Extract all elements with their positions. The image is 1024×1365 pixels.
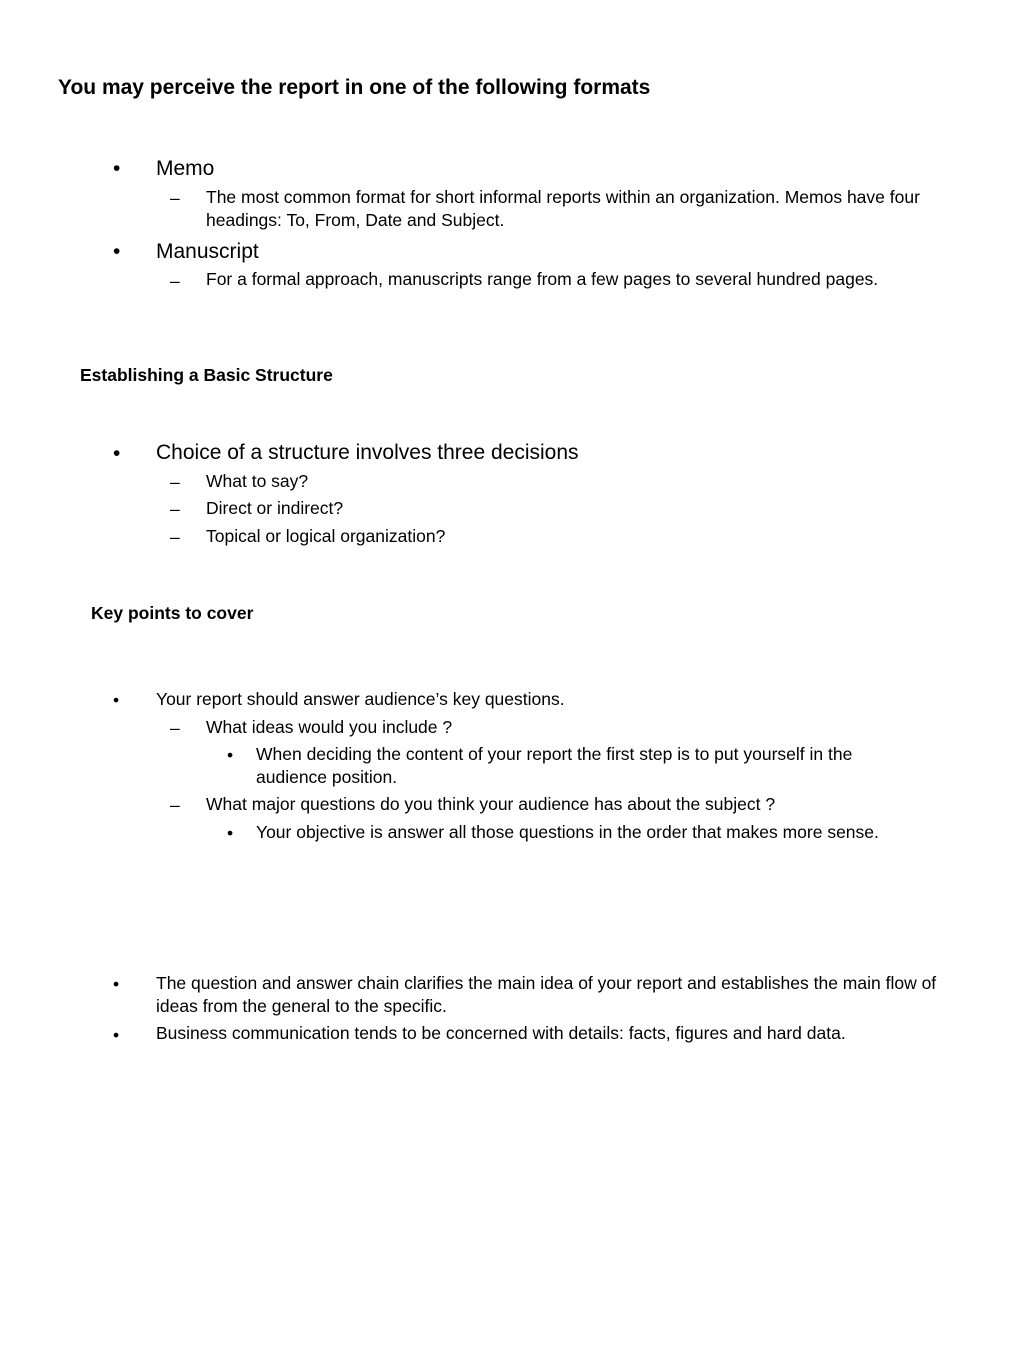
dash-marker: – <box>170 499 180 519</box>
dash-marker: – <box>170 271 180 291</box>
dash-marker: – <box>170 188 180 208</box>
memo-label: Memo <box>156 157 215 180</box>
dash-marker: – <box>170 527 180 547</box>
manuscript-description: For a formal approach, manuscripts range from a few pages to several hundred pages. <box>206 269 879 289</box>
question-item: What major questions do you think your audience has about the subject ? <box>206 794 776 814</box>
closing-paragraph: Business communication tends to be concerned with details: facts, figures and hard data. <box>156 1023 846 1043</box>
structure-bullet: Choice of a structure involves three decisions <box>156 441 579 464</box>
decision-item: Direct or indirect? <box>206 498 344 518</box>
manuscript-label: Manuscript <box>156 240 259 263</box>
closing-paragraph: The question and answer chain clarifies the main idea of your report and establishes the main flow of ideas from the general to the specific. <box>156 973 937 1016</box>
dash-marker: – <box>170 795 180 815</box>
bullet-marker: • <box>113 1025 120 1045</box>
dash-marker: – <box>170 718 180 738</box>
bullet-marker: • <box>113 240 121 263</box>
question-detail: When deciding the content of your report the first step is to put yourself in the audience position. <box>256 744 853 787</box>
bullet-marker: • <box>113 157 121 180</box>
question-detail: Your objective is answer all those questions in the order that makes more sense. <box>256 822 879 842</box>
key-points-heading: Key points to cover <box>91 603 254 623</box>
bullet-marker: • <box>113 690 120 710</box>
decision-item: What to say? <box>206 471 309 491</box>
bullet-marker: • <box>113 974 120 994</box>
memo-description: The most common format for short informal reports within an organization. Memos have four headings: To, From, Date and Subject. <box>206 187 920 230</box>
structure-heading: Establishing a Basic Structure <box>80 365 333 385</box>
decision-item: Topical or logical organization? <box>206 526 446 546</box>
page-title: You may perceive the report in one of the following formats <box>58 76 651 99</box>
key-points-bullet: Your report should answer audience’s key questions. <box>156 689 565 709</box>
question-item: What ideas would you include ? <box>206 717 453 737</box>
bullet-marker: • <box>227 745 234 765</box>
bullet-marker: • <box>113 442 121 465</box>
dash-marker: – <box>170 472 180 492</box>
bullet-marker: • <box>227 823 234 843</box>
